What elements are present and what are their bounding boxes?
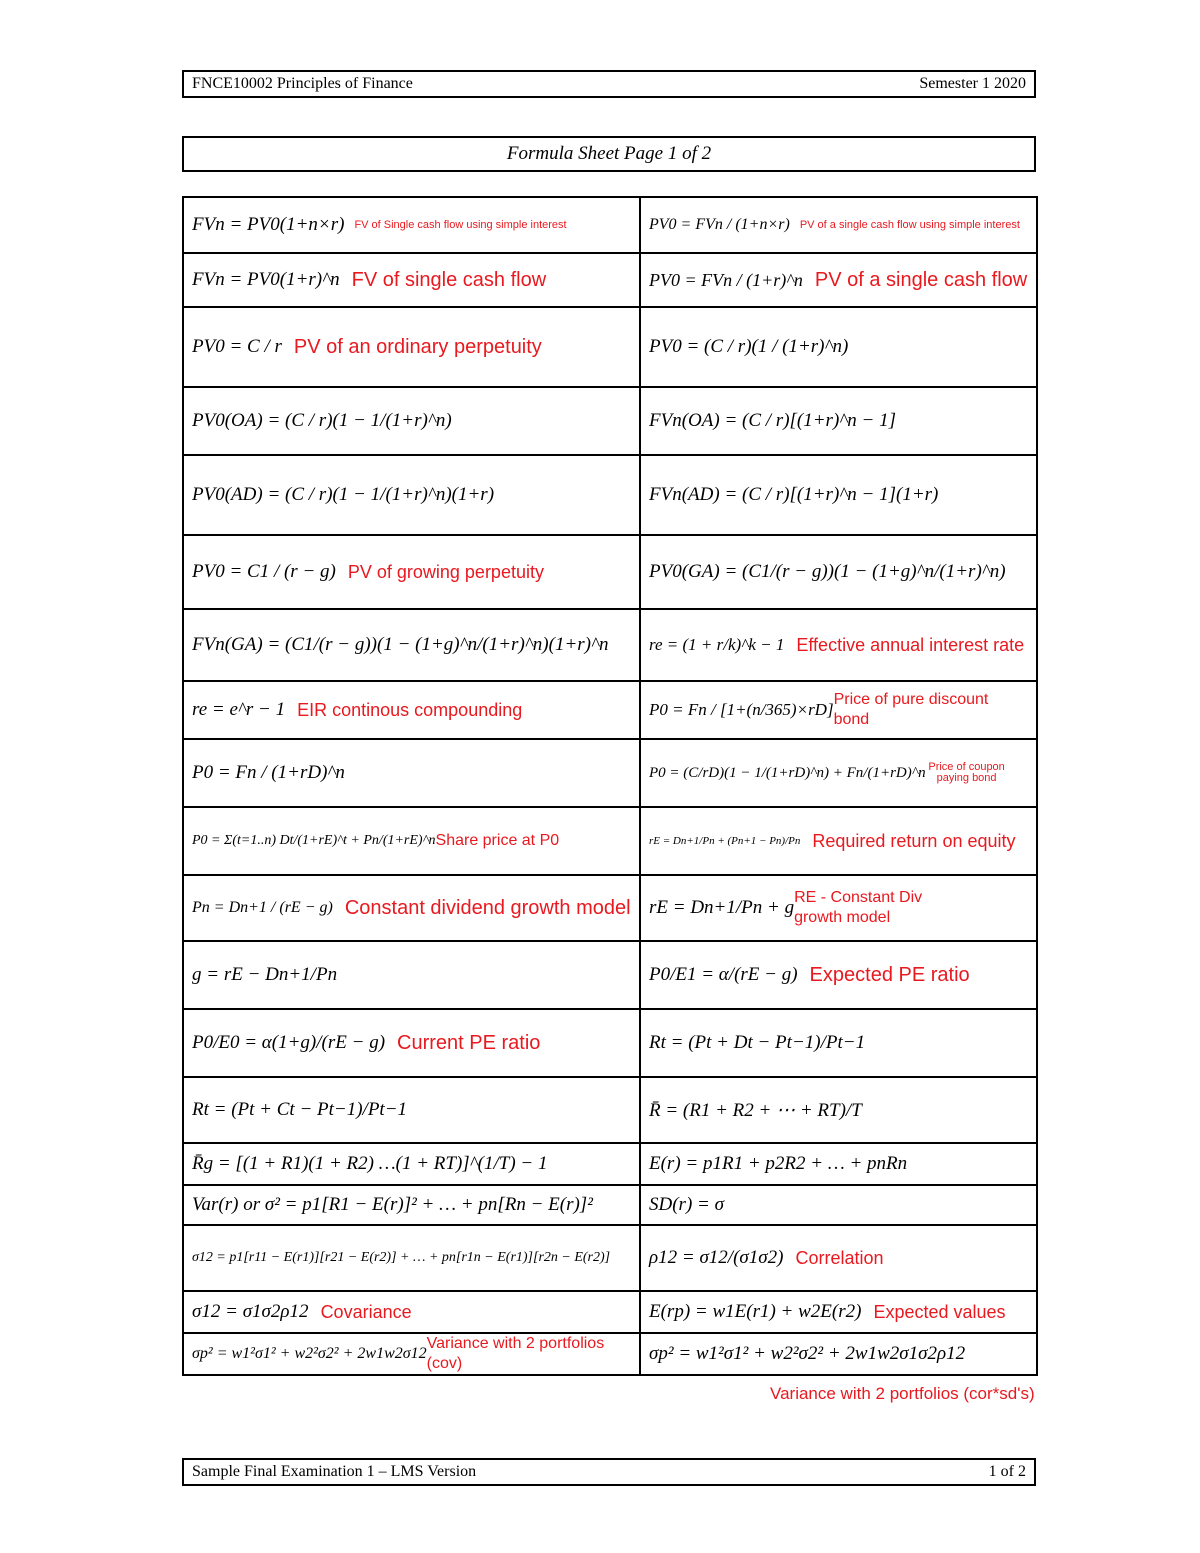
formula-row — [183, 739, 1037, 807]
formula-cell-right — [640, 807, 1037, 875]
formula-note: Expected values — [873, 1301, 1006, 1322]
formula-cell-left — [183, 739, 640, 807]
page-header — [182, 70, 1036, 98]
formula-note: FV of single cash flow — [351, 268, 547, 291]
formula: R̄g = [(1 + R1)(1 + R2) …(1 + RT)]^(1/T) − 1 — [192, 1153, 548, 1174]
semester-label: Semester 1 2020 — [919, 75, 1026, 92]
formula-cell-left — [183, 307, 640, 387]
formula-row — [183, 1077, 1037, 1143]
formula: P0/E0 = α(1+g)/(rE − g) — [192, 1032, 386, 1053]
formula-cell-right — [640, 1143, 1037, 1185]
formula-row — [183, 875, 1037, 941]
formula-row — [183, 1291, 1037, 1333]
formula: rE = Dn+1/Pn + (Pn+1 − Pn)/Pn — [649, 835, 801, 847]
formula: FVn(AD) = (C / r)[(1+r)^n − 1](1+r) — [649, 484, 939, 505]
formula-cell-right — [640, 1225, 1037, 1291]
formula-cell-right — [640, 197, 1037, 253]
formula-cell-left — [183, 455, 640, 535]
formula-cell-right — [640, 875, 1037, 941]
formula-cell-right — [640, 307, 1037, 387]
formula: σ12 = p1[r11 − E(r1)][r21 − E(r2)] + … + pn[r1n − E(r1)][r2n − E(r2)] — [192, 1250, 611, 1265]
formula: FVn = PV0(1+n×r) — [192, 214, 345, 235]
formula-cell-left — [183, 1225, 640, 1291]
formula-row — [183, 455, 1037, 535]
formula-cell-right — [640, 681, 1037, 739]
formula-note: Correlation — [795, 1247, 884, 1268]
formula: re = e^r − 1 — [192, 699, 286, 720]
formula-note: Constant dividend growth model — [344, 896, 631, 919]
formula-cell-right — [640, 1185, 1037, 1225]
formula-row — [183, 387, 1037, 455]
formula: rE = Dn+1/Pn + g — [649, 897, 795, 918]
formula-row — [183, 941, 1037, 1009]
formula: Rt = (Pt + Ct − Pt−1)/Pt−1 — [192, 1099, 408, 1120]
formula-cell-left — [183, 1077, 640, 1143]
formula-note: PV of an ordinary perpetuity — [293, 335, 542, 358]
formula: FVn = PV0(1+r)^n — [192, 269, 340, 290]
formula-cell-right — [640, 253, 1037, 307]
formula-note: Share price at P0 — [435, 832, 560, 849]
formula-cell-right — [640, 1291, 1037, 1333]
formula-cell-right — [640, 941, 1037, 1009]
formula: σ12 = σ1σ2ρ12 — [192, 1301, 309, 1322]
page-number: 1 of 2 — [988, 1463, 1026, 1480]
formula-row — [183, 1225, 1037, 1291]
formula: re = (1 + r/k)^k − 1 — [649, 635, 785, 654]
formula: E(rp) = w1E(r1) + w2E(r2) — [649, 1301, 862, 1322]
formula-note: RE - Constant Div growth model — [794, 889, 923, 926]
formula: P0 = Fn / [1+(n/365)×rD] — [649, 700, 834, 719]
formula-row — [183, 1333, 1037, 1375]
formula: σp² = w1²σ1² + w2²σ2² + 2w1w2σ1σ2ρ12 — [649, 1343, 966, 1364]
formula-table — [182, 196, 1038, 1376]
formula-row — [183, 535, 1037, 609]
formula-cell-right — [640, 609, 1037, 681]
formula-cell-left — [183, 1009, 640, 1077]
formula-row — [183, 807, 1037, 875]
formula-cell-right — [640, 455, 1037, 535]
formula: PV0(GA) = (C1/(r − g))(1 − (1+g)^n/(1+r)^n) — [649, 561, 1006, 582]
formula: P0 = (C/rD)(1 − 1/(1+rD)^n) + Fn/(1+rD)^n — [649, 764, 926, 781]
formula-row — [183, 253, 1037, 307]
formula-cell-left — [183, 941, 640, 1009]
formula-cell-right — [640, 1333, 1037, 1375]
formula-row — [183, 1143, 1037, 1185]
formula-cell-left — [183, 535, 640, 609]
formula-row — [183, 197, 1037, 253]
formula-cell-right — [640, 387, 1037, 455]
formula-row — [183, 681, 1037, 739]
formula-cell-left — [183, 253, 640, 307]
formula-cell-left — [183, 387, 640, 455]
formula-note: PV of a single cash flow — [814, 268, 1028, 291]
formula-note: PV of growing perpetuity — [347, 561, 544, 582]
formula: R̄ = (R1 + R2 + ⋯ + RT)/T — [649, 1099, 862, 1121]
variance-note: Variance with 2 portfolios (cor*sd's) — [770, 1384, 1035, 1403]
formula-cell-right — [640, 739, 1037, 807]
formula-note: Covariance — [320, 1301, 412, 1322]
formula-row — [183, 1009, 1037, 1077]
formula: P0 = Σ(t=1..n) Dt/(1+rE)^t + Pn/(1+rE)^n — [192, 833, 436, 848]
formula: PV0 = (C / r)(1 / (1+r)^n) — [649, 336, 849, 357]
course-title: FNCE10002 Principles of Finance — [192, 75, 413, 92]
formula: ρ12 = σ12/(σ1σ2) — [649, 1247, 784, 1268]
formula-cell-left — [183, 197, 640, 253]
formula-cell-left — [183, 1291, 640, 1333]
formula-cell-right — [640, 1077, 1037, 1143]
formula: PV0 = C1 / (r − g) — [192, 561, 336, 582]
formula: Rt = (Pt + Dt − Pt−1)/Pt−1 — [649, 1032, 866, 1053]
formula: PV0(AD) = (C / r)(1 − 1/(1+r)^n)(1+r) — [192, 484, 495, 505]
formula-cell-left — [183, 807, 640, 875]
formula-cell-left — [183, 1143, 640, 1185]
formula-cell-left — [183, 609, 640, 681]
formula: Pn = Dn+1 / (rE − g) — [192, 899, 333, 916]
formula: SD(r) = σ — [649, 1194, 724, 1215]
formula: PV0 = C / r — [192, 336, 282, 357]
formula-note: Variance with 2 portfolios (cov) — [426, 1335, 605, 1372]
formula-note: Price of pure discount bond — [833, 691, 989, 728]
formula-row — [183, 307, 1037, 387]
formula: P0 = Fn / (1+rD)^n — [192, 762, 345, 783]
formula-cell-left — [183, 1185, 640, 1225]
formula: P0/E1 = α/(rE − g) — [649, 964, 798, 985]
formula: FVn(OA) = (C / r)[(1+r)^n − 1] — [649, 410, 897, 431]
formula-note: Price of coupon paying bond — [928, 761, 1005, 784]
formula-note: FV of Single cash flow using simple interest — [354, 219, 567, 231]
formula: g = rE − Dn+1/Pn — [192, 964, 338, 985]
formula-note: EIR continous compounding — [297, 699, 523, 720]
formula: PV0(OA) = (C / r)(1 − 1/(1+r)^n) — [192, 410, 452, 431]
page-footer — [182, 1458, 1036, 1486]
formula-cell-right — [640, 535, 1037, 609]
formula: σp² = w1²σ1² + w2²σ2² + 2w1w2σ12 — [192, 1345, 427, 1362]
formula-note: PV of a single cash flow using simple interest — [799, 219, 1020, 231]
formula-cell-left — [183, 1333, 640, 1375]
formula: FVn(GA) = (C1/(r − g))(1 − (1+g)^n/(1+r)^n)(1+r)^n — [192, 634, 609, 655]
formula-cell-right — [640, 1009, 1037, 1077]
exam-label: Sample Final Examination 1 – LMS Version — [192, 1463, 477, 1480]
formula-row — [183, 1185, 1037, 1225]
formula-note: Effective annual interest rate — [796, 634, 1025, 655]
formula-note: Required return on equity — [812, 830, 1016, 851]
formula-note: Expected PE ratio — [809, 963, 970, 986]
formula-cell-left — [183, 875, 640, 941]
formula-row — [183, 609, 1037, 681]
formula: PV0 = FVn / (1+n×r) — [649, 216, 790, 233]
formula: PV0 = FVn / (1+r)^n — [649, 269, 803, 290]
formula-sheet-title: Formula Sheet Page 1 of 2 — [182, 136, 1036, 172]
formula: E(r) = p1R1 + p2R2 + … + pnRn — [649, 1153, 908, 1174]
formula-note: Current PE ratio — [397, 1031, 541, 1054]
formula-cell-left — [183, 681, 640, 739]
formula: Var(r) or σ² = p1[R1 − E(r)]² + … + pn[Rn − E(r)]² — [192, 1194, 593, 1215]
